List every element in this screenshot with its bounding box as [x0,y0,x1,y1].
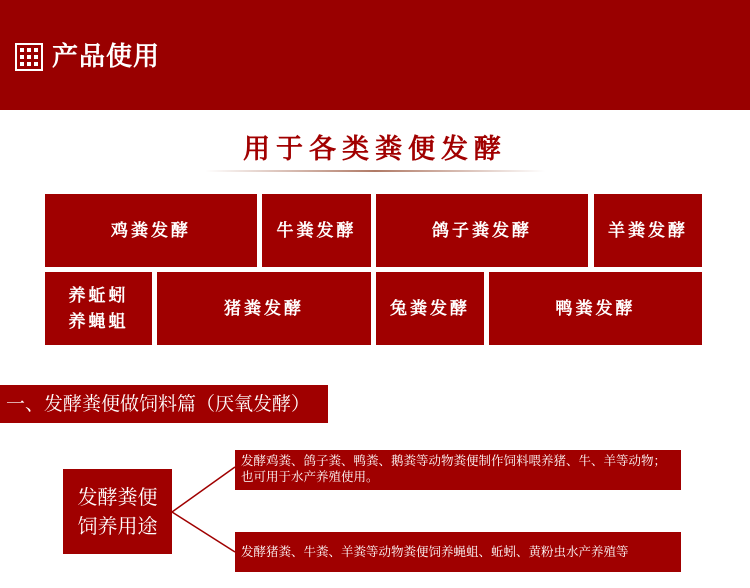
usage-item-2-text: 发酵猪粪、牛粪、羊粪等动物粪便饲养蝇蛆、蚯蚓、黄粉虫水产养殖等 [241,544,629,559]
usage-item-1: 发酵鸡粪、鸽子粪、鸭粪、鹅粪等动物粪便制作饲料喂养猪、牛、羊等动物；也可用于水产养殖使用。 [235,450,681,490]
usage-label-line1: 发酵粪便 [77,484,158,509]
section-title: 用于各类粪便发酵 [243,134,507,165]
page-title: 产品使用 [52,42,161,72]
tile-pigeon-manure: 鸽子粪发酵 [376,194,588,267]
usage-label-box [63,469,172,554]
tile-chicken-manure: 鸡粪发酵 [45,194,257,267]
usage-item-2 [235,532,681,572]
tile-duck-manure: 鸭粪发酵 [489,272,702,345]
tile-sheep-manure: 羊粪发酵 [594,194,702,267]
subsection-title: 一、发酵粪便做饲料篇（厌氧发酵） [6,393,311,415]
tile-rabbit-manure: 兔粪发酵 [376,272,484,345]
tile-pig-manure: 猪粪发酵 [157,272,371,345]
tile-earthworm-maggot: 养蚯蚓 养蝇蛆 [45,272,152,345]
tile-cattle-manure: 牛粪发酵 [262,194,371,267]
usage-label-line2: 饲养用途 [77,513,158,538]
